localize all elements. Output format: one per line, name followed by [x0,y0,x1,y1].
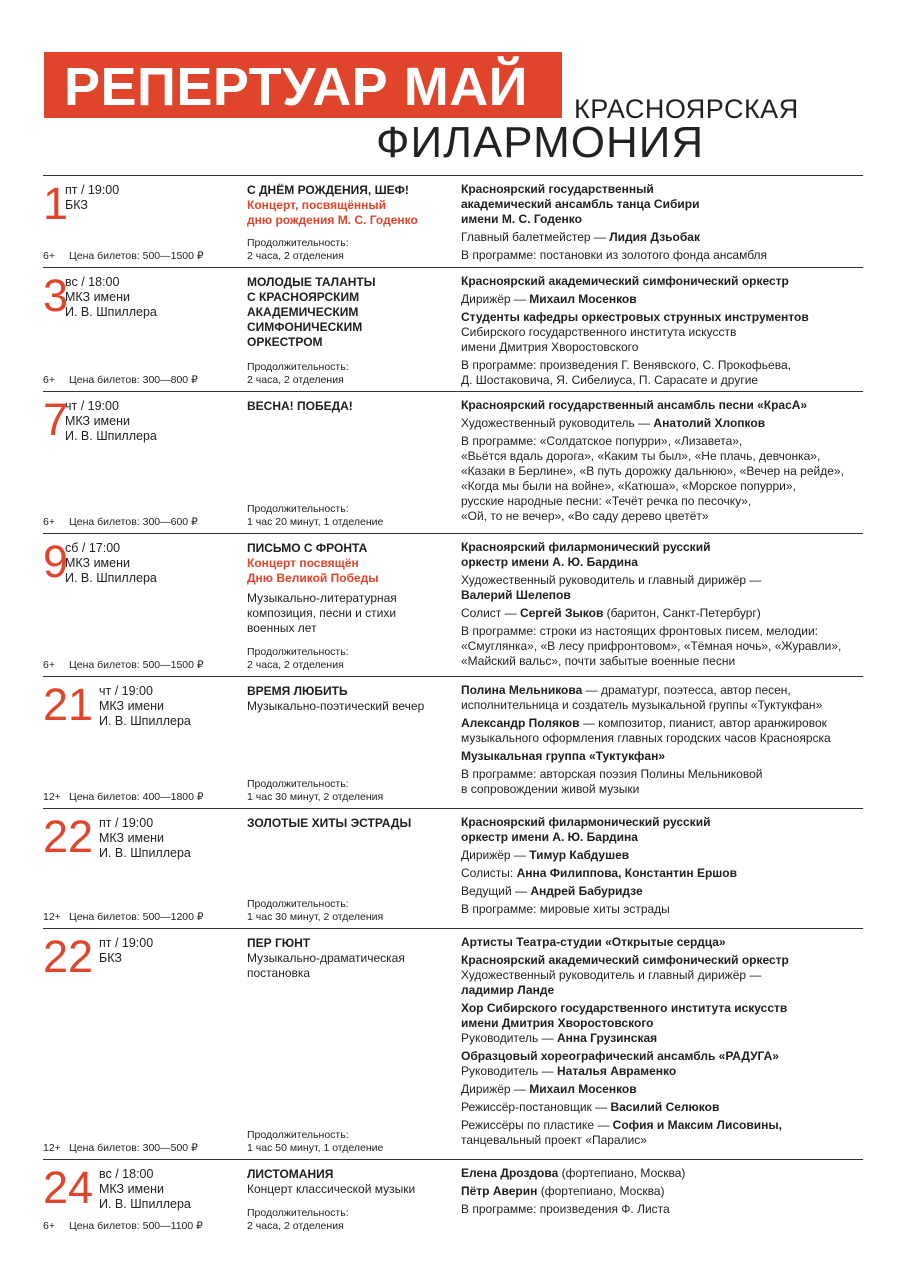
age-rating: 12+ [43,791,61,803]
event-day: 24 [43,1162,94,1213]
age-rating: 6+ [43,1220,55,1232]
event-info: Полина Мельникова — драматург, поэтесса, автор песен, исполнительница и создатель музыкальной группы «Туктукфан» Александр Поляков — композитор, пианист, автор аранжировок музыкального оформления главных городских часов Красноярска Музыкальная группа «Туктукфан» В программе: авторская поэзия Полины Мельниковой в сопровождении живой музыки [461,683,831,796]
event-duration: Продолжительность: 2 часа, 2 отделения [247,361,349,386]
event-title: МОЛОДЫЕ ТАЛАНТЫ С КРАСНОЯРСКИМ АКАДЕМИЧЕСКИМ СИМФОНИЧЕСКИМ ОРКЕСТРОМ [247,275,376,349]
event-day: 22 [43,811,94,862]
event-title: ЛИСТОМАНИЯ Концерт классической музыки [247,1167,416,1196]
event-venue: БКЗ [65,198,88,212]
event-venue: МКЗ имени И. В. Шпиллера [65,556,157,585]
event-time: сб / 17:00 [65,541,121,555]
event-time: пт / 19:00 [99,816,154,830]
event-row [43,808,863,928]
event-venue: МКЗ имени И. В. Шпиллера [99,1182,191,1211]
ticket-price: Цена билетов: 300—600 ₽ [69,516,198,528]
event-time: вс / 18:00 [65,275,120,289]
ticket-price: Цена билетов: 500—1200 ₽ [69,911,204,923]
event-title: ПЕР ГЮНТ Музыкально-драматическая постановка [247,936,405,980]
event-duration: Продолжительность: 1 час 30 минут, 2 отделения [247,898,384,923]
age-rating: 6+ [43,250,55,262]
event-duration: Продолжительность: 1 час 30 минут, 2 отделения [247,778,384,803]
age-rating: 12+ [43,1142,61,1154]
event-row [43,1159,863,1237]
age-rating: 12+ [43,911,61,923]
event-time: вс / 18:00 [99,1167,154,1181]
age-rating: 6+ [43,516,55,528]
org-name-line1: КРАСНОЯРСКАЯ [574,94,799,124]
event-info: Артисты Театра-студии «Открытые сердца» Красноярский академический симфонический оркестр Художественный руководитель и главный дирижёр — ладимир Ланде Хор Сибирского государственного института искусств имени Дмитрия Хворостовского Руководитель — Анна Грузинская Образцовый хореографический ансамбль «РАДУГА» Руководитель — Наталья Авраменко Дирижёр — Михаил Мосенков Режиссёр-постановщик — Василий Селюков Режиссёры по пластике — София и Максим Лисовины, танцевальный проект «Паралис» [461,935,789,1147]
event-venue: МКЗ имени И. В. Шпиллера [99,699,191,728]
event-row [43,267,863,391]
event-time: чт / 19:00 [99,684,153,698]
event-venue: МКЗ имени И. В. Шпиллера [99,831,191,860]
event-duration: Продолжительность: 2 часа, 2 отделения [247,1207,349,1232]
event-title: С ДНЁМ РОЖДЕНИЯ, ШЕФ! Концерт, посвящённый дню рождения М. С. Годенко [247,183,418,227]
event-row [43,928,863,1159]
event-venue: БКЗ [99,951,122,965]
event-title: ПИСЬМО С ФРОНТА Концерт посвящён Дню Великой Победы Музыкально-литературная композиция, песни и стихи военных лет [247,541,397,635]
page-title: РЕПЕРТУАР МАЙ [64,57,528,117]
title-banner [44,52,562,118]
event-row [43,175,863,267]
event-venue: МКЗ имени И. В. Шпиллера [65,290,157,319]
event-duration: Продолжительность: 2 часа, 2 отделения [247,646,349,671]
event-time: пт / 19:00 [99,936,154,950]
event-time: чт / 19:00 [65,399,119,413]
event-info: Красноярский государственный академический ансамбль танца Сибири имени М. С. Годенко Главный балетмейстер — Лидия Дзьобак В программе: постановки из золотого фонда ансамбля [461,182,768,262]
event-info: Красноярский государственный ансамбль песни «КрасА» Художественный руководитель — Анатолий Хлопков В программе: «Солдатское попурри», «Лизавета», «Вьётся вдаль дорога», «Каким ты был», «Не плачь, девчонка», «Казаки в Берлине», «В путь дорожку дальнюю», «Вечер на рейде», «Когда мы были на войне», «Катюша», «Морское попурри», русские народные песни: «Течёт речка по песочку», «Ой, то не вечер», «Во саду дерево цветёт» [461,398,844,523]
event-day: 3 [43,270,69,321]
event-venue: МКЗ имени И. В. Шпиллера [65,414,157,443]
org-name-line2: ФИЛАРМОНИЯ [376,118,705,167]
ticket-price: Цена билетов: 500—1500 ₽ [69,250,204,262]
ticket-price: Цена билетов: 300—500 ₽ [69,1142,198,1154]
event-duration: Продолжительность: 1 час 50 минут, 1 отделение [247,1129,384,1154]
event-title: ВРЕМЯ ЛЮБИТЬ Музыкально-поэтический вечер [247,684,425,713]
event-info: Красноярский филармонический русский оркестр имени А. Ю. Бардина Художественный руководитель и главный дирижёр — Валерий Шелепов Солист — Сергей Зыков (баритон, Санкт-Петербург) В программе: строки из настоящих фронтовых писем, мелодии: «Смуглянка», «В лесу прифронтовом», «Тёмная ночь», «Журавли», «Майский вальс», почти забытые военные песни [461,540,842,668]
event-row [43,533,863,676]
event-title: ЗОЛОТЫЕ ХИТЫ ЭСТРАДЫ [247,816,412,830]
event-title: ВЕСНА! ПОБЕДА! [247,399,353,413]
page-header [0,0,912,176]
event-row [43,391,863,533]
ticket-price: Цена билетов: 500—1100 ₽ [69,1220,203,1232]
ticket-price: Цена билетов: 300—800 ₽ [69,374,198,386]
event-day: 22 [43,931,94,982]
ticket-price: Цена билетов: 400—1800 ₽ [69,791,204,803]
event-duration: Продолжительность: 2 часа, 2 отделения [247,237,349,262]
age-rating: 6+ [43,659,55,671]
event-info: Красноярский филармонический русский оркестр имени А. Ю. Бардина Дирижёр — Тимур Кабдушев Солисты: Анна Филиппова, Константин Ершов Ведущий — Андрей Бабуридзе В программе: мировые хиты эстрады [461,815,738,916]
ticket-price: Цена билетов: 500—1500 ₽ [69,659,204,671]
age-rating: 6+ [43,374,55,386]
event-list [43,175,863,1237]
event-day: 9 [43,536,69,587]
event-info: Елена Дроздова (фортепиано, Москва) Пётр Аверин (фортепиано, Москва) В программе: произведения Ф. Листа [461,1166,686,1216]
event-row [43,676,863,808]
event-day: 1 [43,178,69,229]
event-duration: Продолжительность: 1 час 20 минут, 1 отделение [247,503,384,528]
event-time: пт / 19:00 [65,183,120,197]
event-info: Красноярский академический симфонический оркестр Дирижёр — Михаил Мосенков Студенты кафедры оркестровых струнных инструментов Сибирского государственного института искусств имени Дмитрия Хворостовского В программе: произведения Г. Венявского, С. Прокофьева, Д. Шостаковича, Я. Сибелиуса, П. Сарасате и другие [461,274,809,387]
event-day: 21 [43,679,94,730]
event-day: 7 [43,394,69,445]
